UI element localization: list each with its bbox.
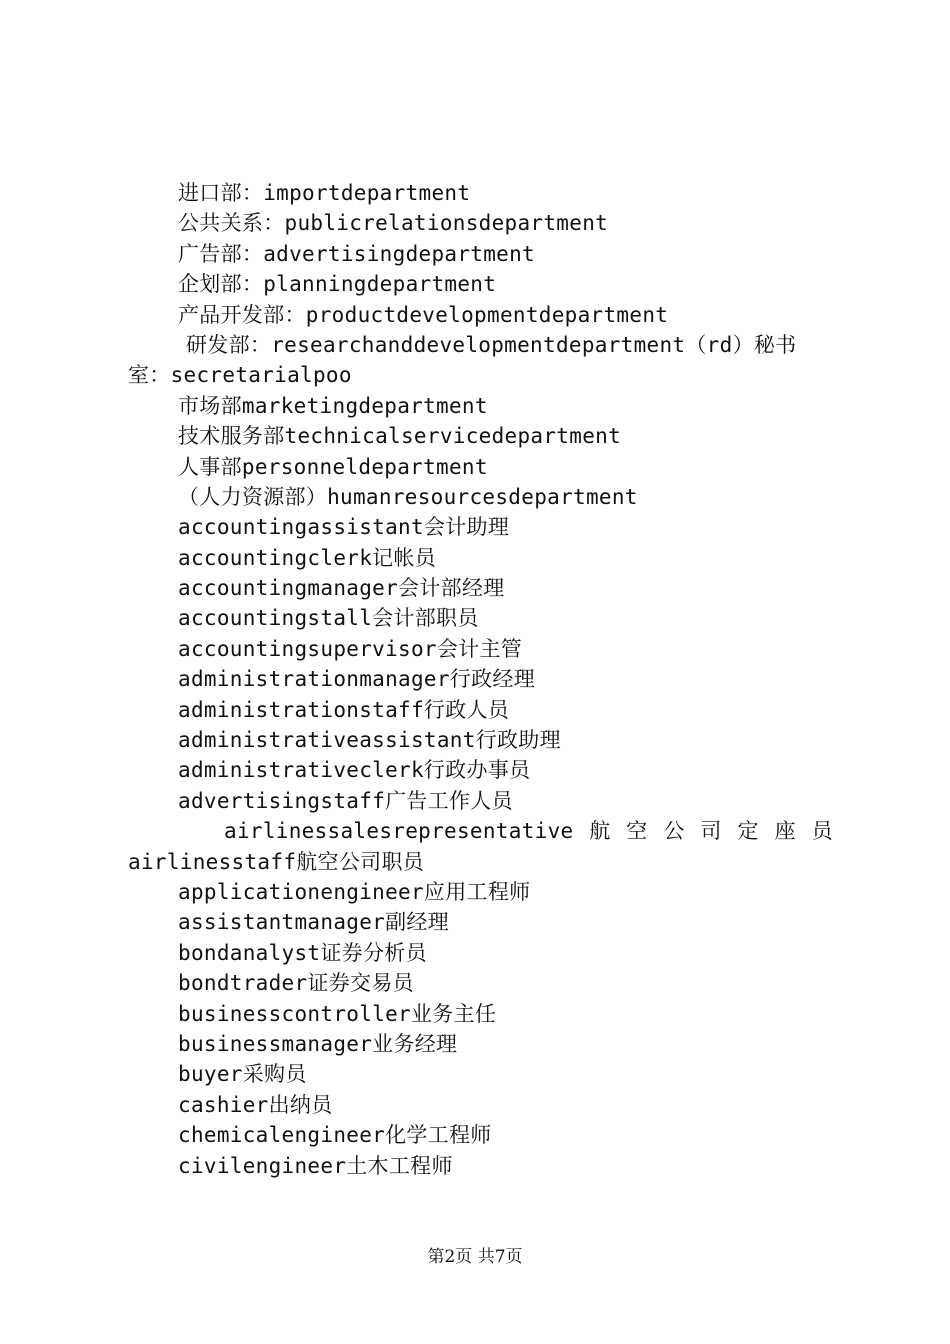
text-line: airlinesstaff航空公司职员 bbox=[128, 849, 425, 874]
text-line: businessmanager业务经理 bbox=[178, 1031, 458, 1056]
text-line: administrationstaff行政人员 bbox=[178, 697, 510, 722]
justified-char: 定 bbox=[737, 819, 759, 844]
text-line: accountingmanager会计部经理 bbox=[178, 576, 505, 601]
text-line: accountingstall会计部职员 bbox=[178, 606, 479, 631]
text-line: applicationengineer应用工程师 bbox=[178, 879, 531, 904]
text-line: 人事部personneldepartment bbox=[178, 454, 488, 479]
justified-char: 公 bbox=[663, 819, 685, 844]
text-line: cashier出纳员 bbox=[178, 1092, 333, 1117]
text-line: assistantmanager副经理 bbox=[178, 910, 449, 935]
text-line: 室：secretarialpoo bbox=[128, 363, 352, 388]
text-line: advertisingstaff广告工作人员 bbox=[178, 788, 513, 813]
text-line: bondanalyst证券分析员 bbox=[178, 940, 427, 965]
page-footer: 第2页 共7页 bbox=[427, 1247, 523, 1267]
text-line: accountingclerk记帐员 bbox=[178, 545, 437, 570]
justified-line bbox=[128, 816, 833, 846]
text-line: 技术服务部technicalservicedepartment bbox=[178, 424, 622, 449]
text-line: 研发部：researchanddevelopmentdepartment（rd）秘书 bbox=[186, 332, 797, 357]
justified-char: 航 bbox=[589, 819, 611, 844]
text-line: chemicalengineer化学工程师 bbox=[178, 1123, 492, 1148]
text-line: businesscontroller业务主任 bbox=[178, 1001, 497, 1026]
justified-char: 座 bbox=[774, 819, 796, 844]
text-line: 广告部：advertisingdepartment bbox=[178, 241, 536, 266]
text-line: 进口部：importdepartment bbox=[178, 181, 471, 205]
text-line: 公共关系：publicrelationsdepartment bbox=[178, 211, 609, 236]
justified-char: 司 bbox=[700, 819, 722, 844]
text-line: accountingassistant会计助理 bbox=[178, 515, 510, 540]
text-line: （人力资源部）humanresourcesdepartment bbox=[178, 484, 638, 509]
text-line: civilengineer土木工程师 bbox=[178, 1153, 453, 1178]
text-line: 产品开发部：productdevelopmentdepartment bbox=[178, 302, 669, 327]
text-line: administrationmanager行政经理 bbox=[178, 667, 536, 692]
justified-char: 员 bbox=[811, 819, 833, 844]
text-line: administrativeclerk行政办事员 bbox=[178, 758, 531, 783]
document-body bbox=[128, 178, 833, 1181]
justified-char: 空 bbox=[626, 819, 648, 844]
text-line: 企划部：planningdepartment bbox=[178, 272, 497, 297]
text-segment: airlinessalesrepresentative bbox=[224, 819, 574, 844]
text-line: bondtrader证券交易员 bbox=[178, 971, 414, 996]
text-line: buyer采购员 bbox=[178, 1062, 307, 1087]
text-line: 市场部marketingdepartment bbox=[178, 393, 488, 418]
text-line: administrativeassistant行政助理 bbox=[178, 728, 561, 753]
text-line: accountingsupervisor会计主管 bbox=[178, 636, 523, 661]
